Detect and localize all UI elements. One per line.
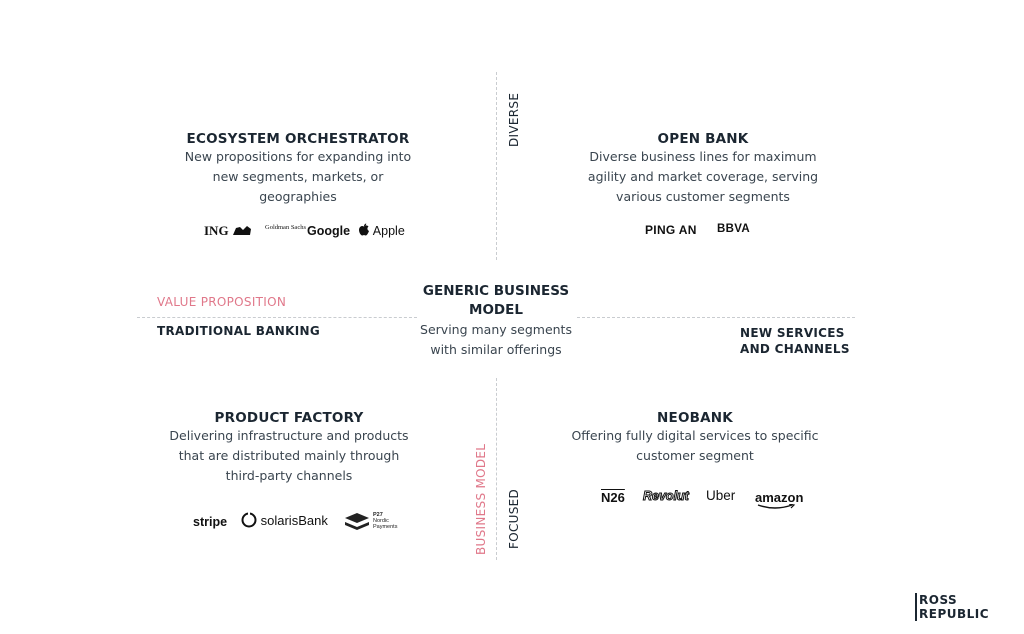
axis-label-diverse: DIVERSE xyxy=(507,92,521,147)
axis-title-business-model: BUSINESS MODEL xyxy=(474,443,488,555)
amazon-logo xyxy=(755,490,803,505)
axis-label-focused: FOCUSED xyxy=(507,488,521,549)
ing-logo-text: ING xyxy=(204,223,229,238)
quadrant-desc-line: geographies xyxy=(259,189,337,204)
p27-logo-subtext: Payments xyxy=(373,524,398,530)
cube-stack-icon xyxy=(344,512,370,532)
amazon-logo-text: amazon xyxy=(755,490,804,505)
quadrant-neobank xyxy=(565,410,825,466)
axis-label-traditional-banking: TRADITIONAL BANKING xyxy=(157,324,320,338)
brand-line2: REPUBLIC xyxy=(919,607,990,621)
quadrant-desc-line: Diverse business lines for maximum xyxy=(589,149,817,164)
quadrant-title: PRODUCT FACTORY xyxy=(214,410,364,426)
p27-logo-subtext: Nordic xyxy=(373,518,389,524)
axis-label-new-services-line2: AND CHANNELS xyxy=(740,342,850,356)
ping-an-logo: PING AN xyxy=(645,223,697,237)
goldman-sachs-logo-text: Goldman Sachs xyxy=(265,224,306,231)
quadrant-desc-line: New propositions for expanding into xyxy=(184,149,412,164)
quadrant-desc-line: new segments, markets, or xyxy=(212,169,384,184)
axis-label-new-services xyxy=(740,325,850,357)
quadrant-desc-line: Offering fully digital services to specific xyxy=(571,428,819,443)
amazon-smile-icon xyxy=(757,504,797,510)
center-desc-line1: Serving many segments xyxy=(420,322,572,337)
vertical-axis-line-top xyxy=(496,72,497,260)
horizontal-axis-line-left xyxy=(137,317,417,318)
center-title-line2: MODEL xyxy=(469,302,523,318)
uber-logo: Uber xyxy=(706,488,736,503)
center-title-line1: GENERIC BUSINESS xyxy=(422,283,570,299)
vertical-axis-line-bottom xyxy=(496,378,497,560)
apple-logo xyxy=(358,223,405,238)
stripe-logo: stripe xyxy=(193,515,228,529)
quadrant-title: OPEN BANK xyxy=(657,131,749,147)
goldman-sachs-logo xyxy=(265,224,306,231)
quadrant-desc-line: various customer segments xyxy=(616,189,790,204)
quadrant-desc-line: third-party channels xyxy=(225,468,353,483)
quadrant-desc-line: customer segment xyxy=(636,448,754,463)
quadrant-open-bank xyxy=(573,131,833,207)
n26-logo: N26 xyxy=(601,490,625,505)
apple-icon xyxy=(358,223,370,237)
p27-logo xyxy=(344,512,397,532)
google-logo: Google xyxy=(307,224,351,238)
axis-title-value-proposition: VALUE PROPOSITION xyxy=(157,295,287,309)
ross-republic-logo xyxy=(915,593,989,621)
ing-logo xyxy=(204,223,252,239)
solarisbank-logo-text: solarisBank xyxy=(260,513,328,528)
center-desc-line2: with similar offerings xyxy=(430,342,562,357)
axis-label-new-services-line1: NEW SERVICES xyxy=(740,326,845,340)
apple-logo-text: Apple xyxy=(372,224,405,238)
solaris-icon xyxy=(241,512,257,528)
bbva-logo: BBVA xyxy=(717,223,750,235)
quadrant-desc-line: agility and market coverage, serving xyxy=(587,169,819,184)
center-generic-business-model xyxy=(396,282,596,360)
quadrant-desc-line: Delivering infrastructure and products xyxy=(169,428,409,443)
p27-logo-text: P27 xyxy=(373,512,383,518)
quadrant-title: NEOBANK xyxy=(657,410,733,426)
horizontal-axis-line-right xyxy=(577,317,855,318)
quadrant-desc-line: that are distributed mainly through xyxy=(178,448,400,463)
quadrant-ecosystem-orchestrator xyxy=(168,131,428,207)
quadrant-title: ECOSYSTEM ORCHESTRATOR xyxy=(186,131,410,147)
lion-icon xyxy=(232,224,252,236)
solarisbank-logo xyxy=(241,512,328,528)
quadrant-product-factory xyxy=(158,410,420,486)
revolut-logo: Revolut xyxy=(643,489,689,503)
brand-line1: ROSS xyxy=(919,593,958,607)
